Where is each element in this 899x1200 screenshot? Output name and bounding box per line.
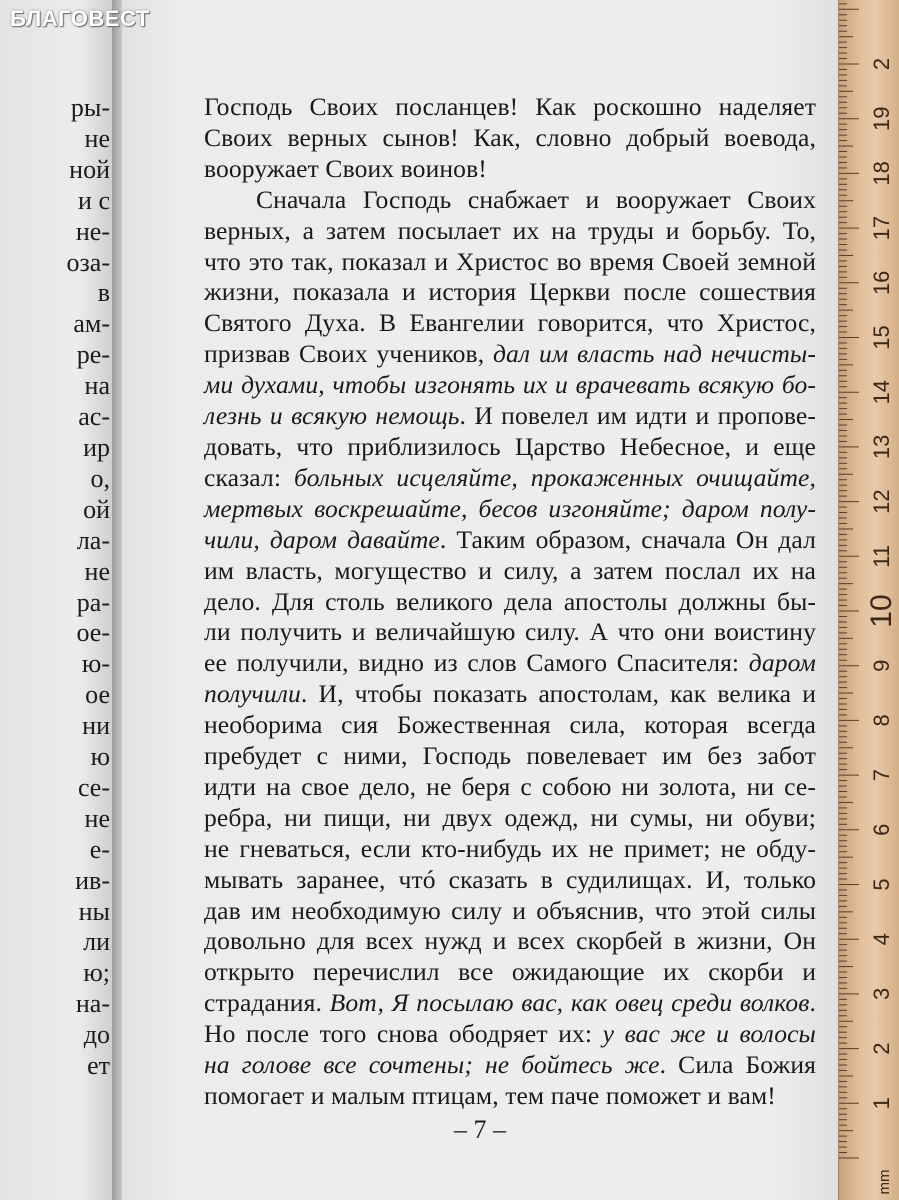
ruler-label: 12 [868, 489, 894, 514]
text-run: необорима сия Божественная сила, которая всегда [204, 710, 816, 740]
ruler-label: 8 [868, 714, 894, 727]
facing-page [0, 0, 112, 1200]
text-line [204, 988, 816, 1019]
text-run: довольно для всех нужд и всех скорбей в жизни, Он [204, 926, 816, 956]
ruler-label: 6 [868, 823, 894, 836]
text-run: Господь Своих посланцев! Как роскошно наделяет [204, 92, 816, 121]
text-run: им власть, могущество и силу, а затем послал их на [204, 555, 816, 585]
text-line [204, 277, 816, 308]
text-line [204, 865, 816, 896]
text-line [204, 741, 816, 772]
text-line [204, 896, 816, 927]
facing-page-line: ив- [75, 865, 110, 895]
italic-quote: мертвых воскрешайте, бесов изгоняйте; даром полу- [204, 493, 816, 523]
page-number: – 7 – [454, 1115, 506, 1144]
text-run: сказал: [204, 462, 294, 492]
facing-page-line: не [84, 123, 110, 153]
facing-page-line: ли [83, 927, 110, 957]
page-text [204, 92, 816, 1112]
text-line [204, 494, 816, 525]
facing-page-line: не [84, 556, 110, 586]
text-run: пребудет с ними, Господь повелевает им без забот [204, 741, 816, 771]
text-run: идти на свое дело, не беря с собою ни золота, ни се- [204, 771, 816, 801]
ruler-label: 14 [868, 379, 894, 405]
ruler-label: 19 [868, 106, 894, 131]
text-run: дело. Для столь великого дела апостолы должны бы- [204, 586, 816, 616]
facing-page-line: ет [87, 1051, 110, 1081]
ruler-label: 13 [868, 434, 894, 460]
italic-quote: лезнь и всякую немощь [204, 401, 460, 431]
facing-page-line: в [97, 278, 110, 308]
text-line [204, 710, 816, 741]
facing-page-line: ла- [76, 525, 110, 555]
ruler-label: 9 [868, 659, 894, 672]
text-line [204, 432, 816, 463]
italic-quote: у вас же и волосы [602, 1019, 816, 1049]
text-run: жизни, показала и история Церкви после сошествия [204, 277, 816, 307]
text-line [204, 957, 816, 988]
text-run: мывать заранее, чтó сказать в судилищах. И, только [204, 864, 816, 894]
ruler-label: 4 [868, 933, 894, 946]
facing-page-line: ре- [76, 340, 110, 370]
text-line [204, 587, 816, 618]
text-run: . Таким образом, сначала Он дал [439, 524, 816, 554]
text-line [204, 926, 816, 957]
watermark-logo: БЛАГОВЕСТ [10, 6, 150, 31]
text-line [204, 401, 816, 432]
text-run: открыто перечислил все ожидающие их скорби и [204, 957, 816, 987]
text-line [204, 1081, 816, 1112]
text-run: страдания. [204, 988, 330, 1018]
text-line [204, 679, 816, 710]
ruler-scale [839, 0, 899, 1200]
text-line [204, 648, 816, 679]
text-run: ее получили, видно из слов Самого Спасителя: [204, 648, 749, 678]
text-run: Но после того снова ободряет их: [204, 1019, 603, 1049]
text-run: . И повелел им идти и пропове- [459, 401, 816, 431]
italic-quote: получили [204, 679, 301, 709]
facing-page-line: ой [83, 494, 110, 524]
facing-page-line: ас- [78, 402, 110, 432]
text-run: . И, чтобы показать апостолам, как велика и [300, 679, 816, 709]
facing-page-line: ной [69, 154, 110, 184]
text-run: не гневаться, если кто-нибудь их не примет; не обду- [204, 833, 816, 863]
text-line [204, 463, 816, 494]
text-line [204, 525, 816, 556]
text-run: довать, что приблизилось Царство Небесное, и еще [204, 431, 816, 461]
book-page [122, 0, 838, 1200]
facing-page-line: ра- [76, 587, 110, 617]
text-line [204, 556, 816, 587]
facing-page-line: не- [75, 216, 110, 246]
text-run: верных, а затем посылает их на труды и борьбу. То, [204, 215, 816, 245]
facing-page-line: о, [90, 463, 110, 493]
ruler-label: 10 [864, 594, 898, 628]
text-line [204, 1019, 816, 1050]
facing-page-line: ое [85, 680, 110, 710]
ruler-label: 5 [868, 878, 894, 891]
facing-page-line: ни [82, 711, 110, 741]
text-run: ли получить и величайшую силу. А что они воистину [204, 617, 816, 647]
ruler-label: 17 [868, 215, 894, 241]
italic-quote: дал им власть над нечисты- [492, 339, 816, 369]
facing-page-text [2, 93, 110, 1082]
text-run: дав им необходимую силу и объяснив, что этой силы [204, 895, 816, 925]
facing-page-line: ю; [83, 958, 110, 988]
text-run: призвав Своих учеников, [204, 339, 493, 369]
text-line [204, 834, 816, 865]
text-line [204, 772, 816, 803]
facing-page-line: на [84, 371, 110, 401]
ruler-label: 16 [868, 270, 894, 296]
facing-page-line: ю [90, 742, 110, 772]
italic-quote: больных исцеляйте, прокаженных очищайте, [293, 462, 816, 492]
text-line [204, 370, 816, 401]
text-line [204, 803, 816, 834]
ruler-label: 18 [868, 161, 894, 186]
ruler-label: 2 [868, 1042, 894, 1055]
italic-quote: даром [748, 648, 816, 678]
text-line [204, 123, 816, 154]
italic-quote: ми духами, чтобы изгонять их и врачевать всякую бо- [204, 370, 816, 400]
facing-page-line: ир [83, 432, 110, 462]
text-line [204, 339, 816, 370]
ruler-label: 15 [868, 325, 894, 350]
italic-quote: на голове все сочтены; не бойтесь же [204, 1050, 660, 1080]
italic-quote: Вот, Я посылаю вас, как овец среди волков [329, 988, 810, 1018]
facing-page-line: ое- [76, 618, 110, 648]
facing-page-line: ры- [70, 93, 110, 122]
text-line [204, 92, 816, 123]
text-line [204, 154, 816, 185]
text-run: Своих верных сынов! Как, словно добрый воевода, [204, 122, 816, 152]
ruler-label: 3 [868, 987, 894, 1001]
text-line [204, 216, 816, 247]
text-run: Святого Духа. В Евангелии говорится, что Христос, [204, 308, 816, 338]
measuring-ruler [838, 0, 899, 1200]
text-run: помогает и малым птицам, тем паче поможет и вам! [204, 1081, 776, 1110]
text-run: что это так, показал и Христос во время Своей земной [204, 246, 816, 276]
text-run: . [809, 988, 816, 1018]
facing-page-line: до [83, 1020, 110, 1050]
text-line [204, 308, 816, 339]
text-line [204, 247, 816, 278]
facing-page-line: е- [89, 834, 110, 864]
facing-page-line: ю- [81, 649, 110, 679]
facing-page-line: ам- [73, 309, 110, 339]
text-run: ребра, ни пищи, ни двух одежд, ни сумы, ни обуви; [204, 802, 816, 832]
book-gutter [112, 0, 122, 1200]
ruler-label: 7 [868, 768, 894, 782]
facing-page-line: не [84, 803, 110, 833]
text-line [204, 185, 816, 216]
ruler-label: 1 [868, 1097, 894, 1110]
text-run: . Сила Божия [659, 1050, 816, 1080]
facing-page-line: се- [77, 772, 110, 802]
facing-page-line: и с [78, 185, 110, 215]
text-line [204, 1050, 816, 1081]
text-run: Сначала Господь снабжает и вооружает Своих [256, 184, 816, 214]
facing-page-line: оза- [66, 247, 110, 277]
facing-page-line: на- [75, 989, 110, 1019]
ruler-label: 2 [868, 57, 894, 71]
italic-quote: чили, даром давайте [204, 524, 440, 554]
ruler-unit-label: mm [875, 1169, 893, 1195]
text-run: вооружает Своих воинов! [204, 153, 487, 183]
facing-page-line: ны [78, 896, 110, 926]
text-line [204, 617, 816, 648]
ruler-label: 11 [868, 544, 894, 568]
